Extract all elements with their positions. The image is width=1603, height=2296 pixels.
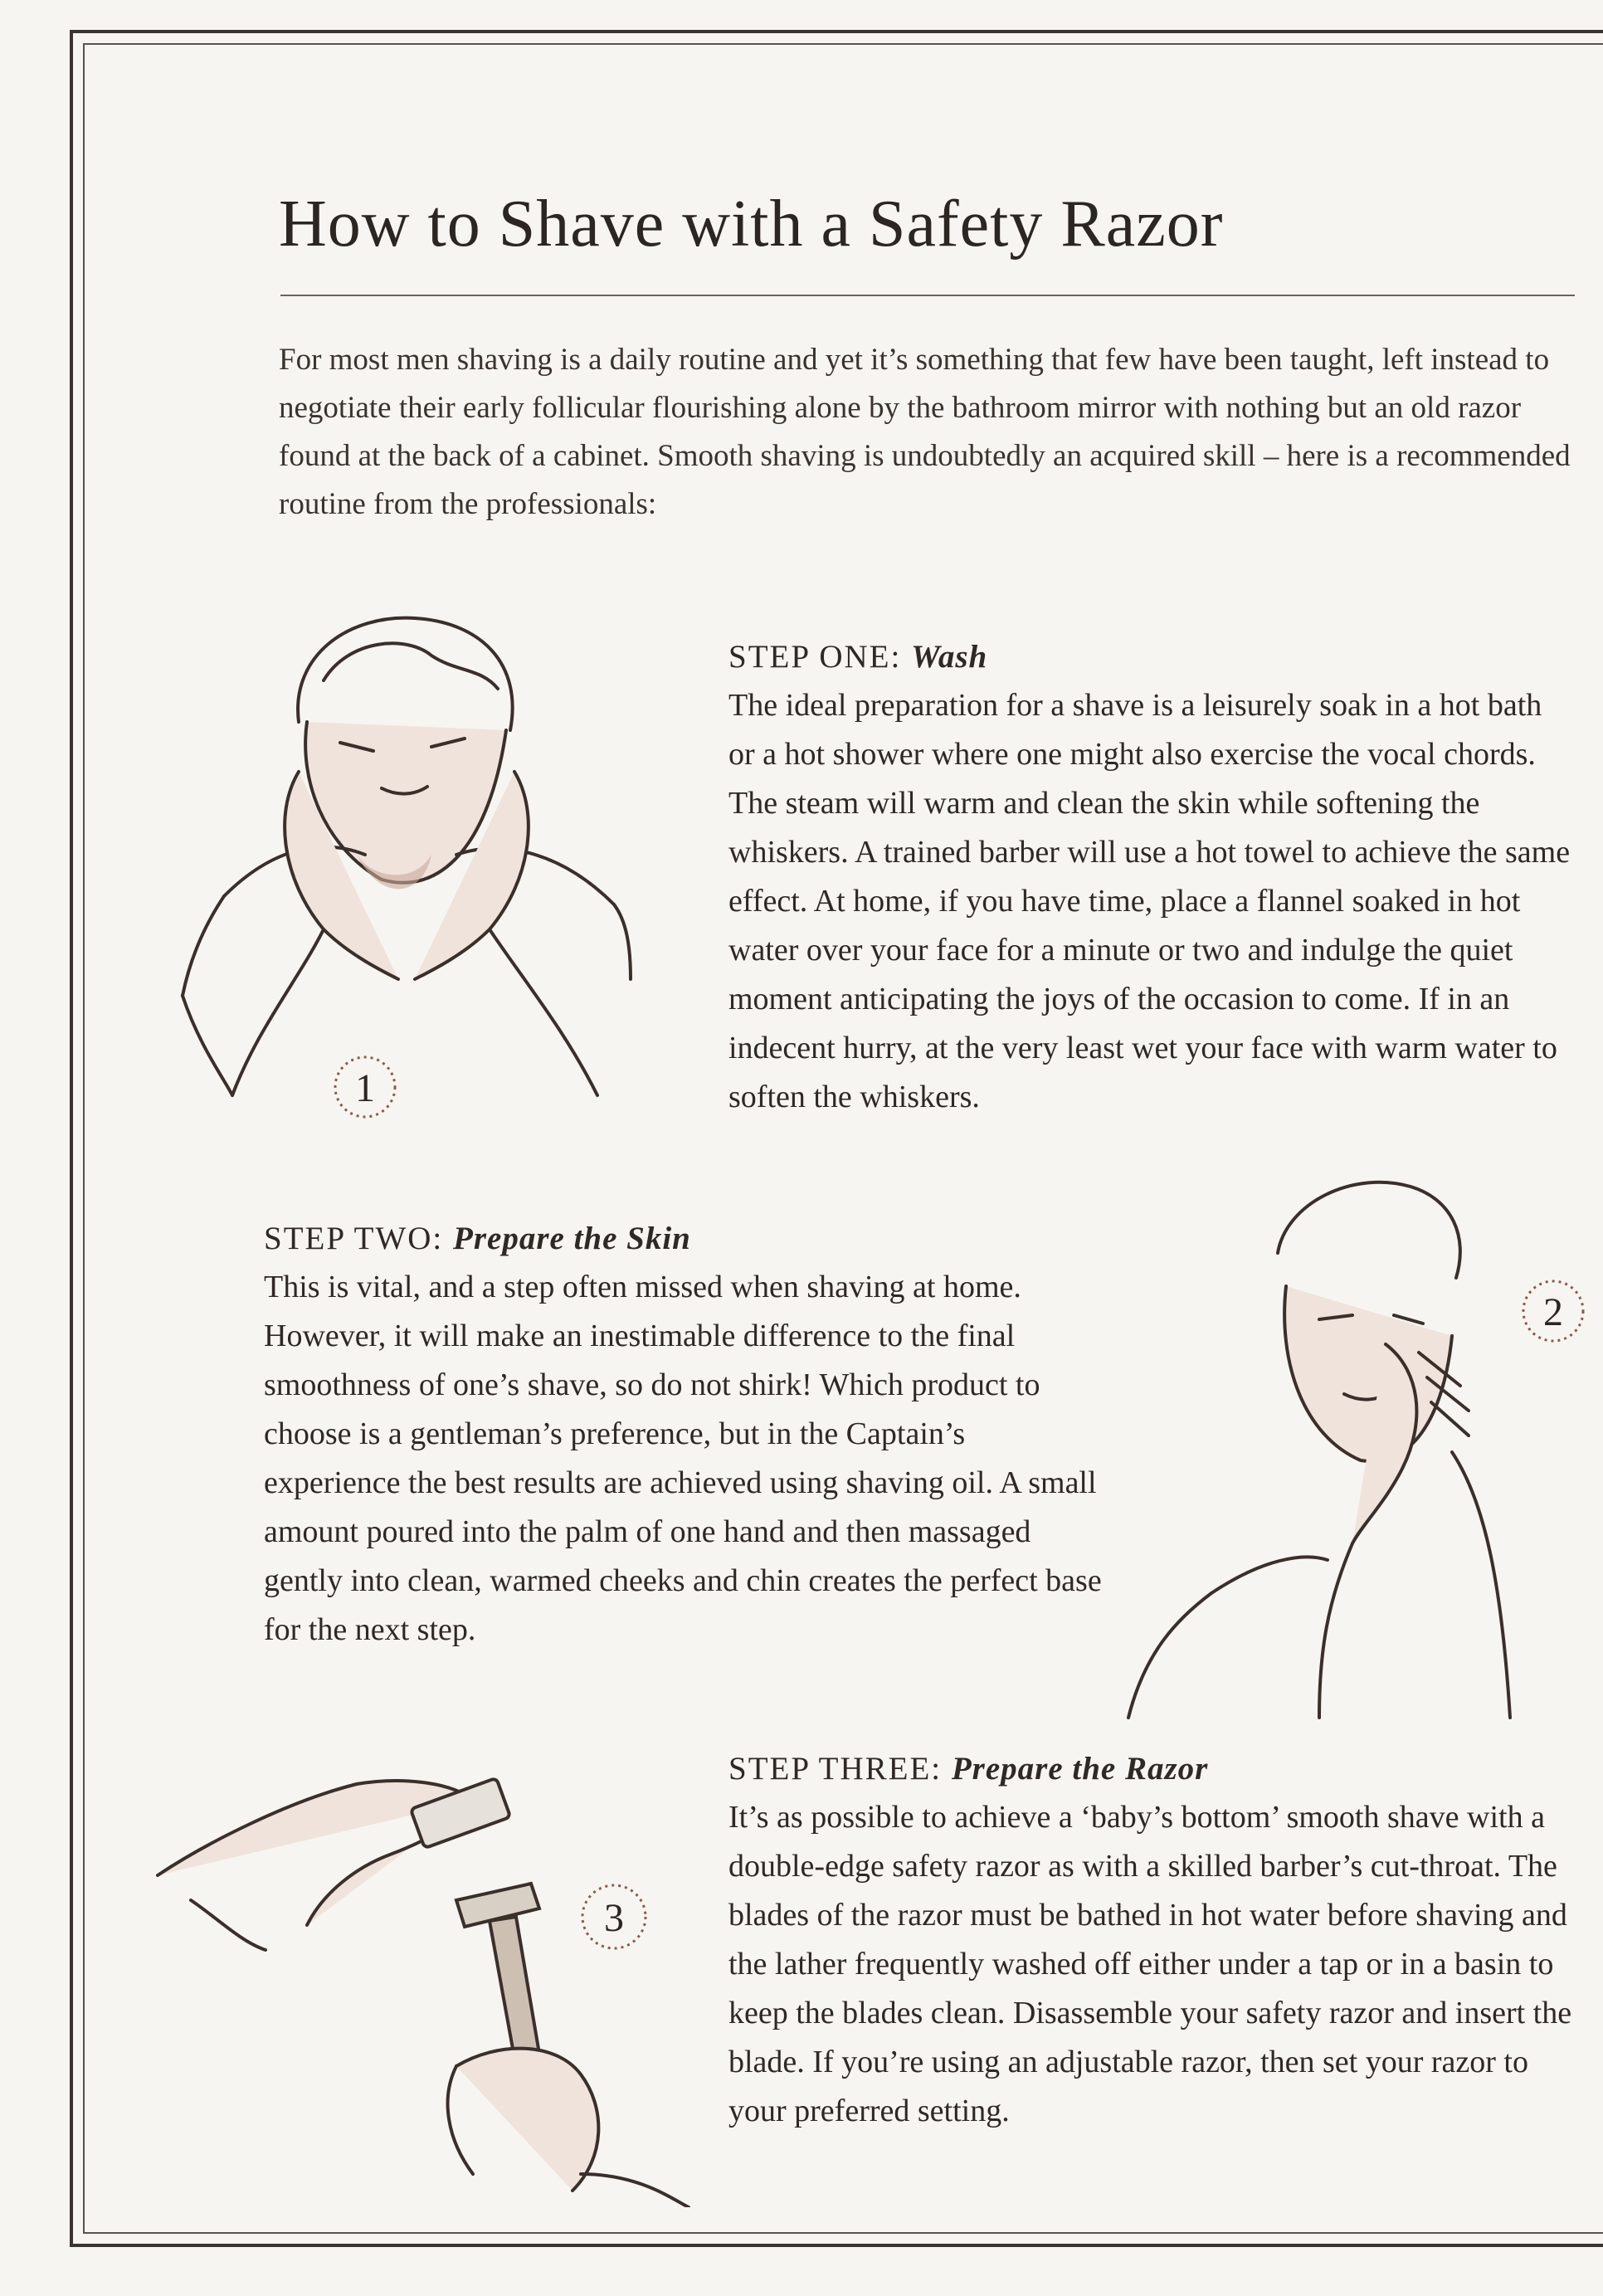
step-one-section [728, 632, 1575, 1122]
intro-paragraph: For most men shaving is a daily routine and yet it’s something that few have been taught, left instead to negotiate their early follicular flourishing alone by the bathroom mirror with nothing but an old razor found at the back of a cabinet. Smooth shaving is undoubtedly an acquired skill – here is a recommended routine from the professionals: [279, 343, 1571, 521]
step-one-number: 1 [355, 1066, 375, 1110]
step-two-section [264, 1214, 1102, 1655]
step-three-section [728, 1744, 1575, 2136]
step-three-heading [728, 1744, 1575, 1793]
step-three-number: 3 [604, 1896, 624, 1940]
step-three-label: STEP THREE: [728, 1751, 943, 1787]
step-one-name: Wash [911, 639, 988, 675]
step-two-illustration [1112, 1153, 1601, 1726]
step-three-name: Prepare the Razor [951, 1751, 1209, 1787]
step-two-name: Prepare the Skin [453, 1221, 691, 1256]
step-three-body: It’s as possible to achieve a ‘baby’s bottom’ smooth shave with a double-edge safety razor as with a skilled barber’s cut-throat. The blades of the razor must be bathed in hot water before shaving and the lather frequently washed off either under a tap or in a basin to keep the blades clean. Disassemble your safety razor and insert the blade. If you’re using an adjustable razor, then set your razor to your preferred setting. [728, 1800, 1572, 2128]
step-two-heading [264, 1214, 1102, 1263]
step-one-label: STEP ONE: [728, 639, 902, 675]
step-two-label: STEP TWO: [264, 1221, 444, 1256]
step-two-body: This is vital, and a step often missed when shaving at home. However, it will make an inestimable difference to the final smoothness of one’s shave, so do not shirk! Which product to choose is a gentleman’s preference, but in the Captain’s experience the best results are achieved using shaving oil. A small amount poured into the palm of one hand and then massaged gently into clean, warmed cheeks and chin creates the perfect base for the next step. [264, 1270, 1102, 1647]
step-one-body: The ideal preparation for a shave is a leisurely soak in a hot bath or a hot shower where one might also exercise the vocal chords. The steam will warm and clean the skin while softening the whiskers. A trained barber will use a hot towel to achieve the same effect. At home, if you have time, place a flannel soaked in hot water over your face for a minute or two and indulge the quiet moment anticipating the joys of the occasion to come. If in an indecent hurry, at the very least wet your face with warm water to soften the whiskers. [728, 688, 1571, 1114]
step-one-heading [728, 632, 1575, 681]
step-two-number: 2 [1543, 1290, 1563, 1334]
page-title: How to Shave with a Safety Razor [279, 188, 1224, 261]
step-one-illustration [133, 581, 680, 1145]
step-three-illustration [141, 1709, 705, 2207]
title-divider [280, 295, 1575, 296]
